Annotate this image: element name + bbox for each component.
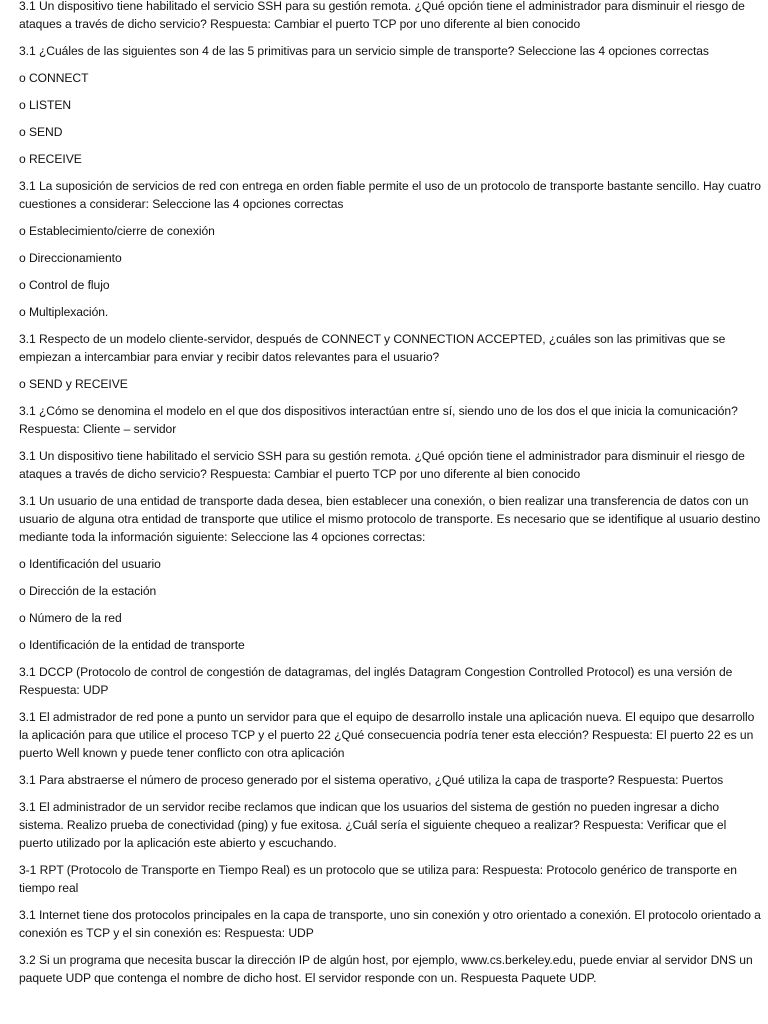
paragraph-ssh-question: 3.1 Un dispositivo tiene habilitado el servicio SSH para su gestión remota. ¿Qué opción tiene el administrador para disminuir el riesgo de ataques a través de dicho servicio? Respuesta: Cambiar el puerto TCP por uno diferente al bien conocido xyxy=(19,0,745,31)
option-station-address: o Dirección de la estación xyxy=(19,584,157,598)
option-network-number: o Número de la red xyxy=(19,611,122,625)
paragraph-reliable-delivery-question: 3.1 La suposición de servicios de red con entrega en orden fiable permite el uso de un protocolo de transporte bastante sencillo. Hay cuatro cuestiones a considerar: Seleccione las 4 opciones correctas xyxy=(19,179,761,211)
option-establishment: o Establecimiento/cierre de conexión xyxy=(19,224,215,238)
paragraph-transport-entity-question: 3.1 Un usuario de una entidad de transporte dada desea, bien establecer una conexión, o bien realizar una transferencia de datos con un usuario de alguna otra entidad de transporte que utilice el mismo protocolo de transporte. Es necesario que se identifique al usuario destino mediante toda la información siguiente: Seleccione las 4 opciones correctas: xyxy=(19,494,761,544)
option-addressing: o Direccionamiento xyxy=(19,251,122,265)
paragraph-port-22-question: 3.1 El admistrador de red pone a punto un servidor para que el equipo de desarrollo instale una aplicación nueva. El equipo que desarrollo la aplicación para que utilice el proceso TCP y el puerto 22 ¿Qué consecuencia podría tener esta elección? Respuesta: El puerto 22 es un puerto Well known y puede tener conflicto con otra aplicación xyxy=(19,710,755,760)
paragraph-client-server-primitives-question: 3.1 Respecto de un modelo cliente-servidor, después de CONNECT y CONNECTION ACCEPTED, ¿cuáles son las primitivas que se empiezan a intercambiar para enviar y recibir datos relevantes para el usuario? xyxy=(19,332,726,364)
option-listen: o LISTEN xyxy=(19,98,72,112)
option-multiplexing: o Multiplexación. xyxy=(19,305,109,319)
paragraph-dns-udp-question: 3.2 Si un programa que necesita buscar la dirección IP de algún host, por ejemplo, www.cs.berkeley.edu, puede enviar al servidor DNS un paquete UDP que contenga el nombre de dicho host. El servidor responde con un. Respuesta Paquete UDP. xyxy=(19,953,753,985)
paragraph-ports-question: 3.1 Para abstraerse el número de proceso generado por el sistema operativo, ¿Qué utiliza la capa de trasporte? Respuesta: Puertos xyxy=(19,773,724,787)
option-flow-control: o Control de flujo xyxy=(19,278,110,292)
paragraph-primitives-question: 3.1 ¿Cuáles de las siguientes son 4 de las 5 primitivas para un servicio simple de transporte? Seleccione las 4 opciones correctas xyxy=(19,44,709,58)
paragraph-rpt-question: 3-1 RPT (Protocolo de Transporte en Tiempo Real) es un protocolo que se utiliza para: Respuesta: Protocolo genérico de transporte en tiempo real xyxy=(19,863,737,895)
paragraph-ssh-question-repeat: 3.1 Un dispositivo tiene habilitado el servicio SSH para su gestión remota. ¿Qué opción tiene el administrador para disminuir el riesgo de ataques a través de dicho servicio? Respuesta: Cambiar el puerto TCP por uno diferente al bien conocido xyxy=(19,449,745,481)
option-receive: o RECEIVE xyxy=(19,152,82,166)
option-user-identification: o Identificación del usuario xyxy=(19,557,161,571)
paragraph-server-claims-question: 3.1 El administrador de un servidor recibe reclamos que indican que los usuarios del sistema de gestión no pueden ingresar a dicho sistema. Realizo prueba de conectividad (ping) y fue exitosa. ¿Cuál sería el siguiente chequeo a realizar? Respuesta: Verificar que el puerto utilizado por la aplicación este abierto y escuchando. xyxy=(19,800,727,850)
option-send-receive: o SEND y RECEIVE xyxy=(19,377,128,391)
option-transport-entity-identification: o Identificación de la entidad de transporte xyxy=(19,638,245,652)
paragraph-internet-protocols-question: 3.1 Internet tiene dos protocolos principales en la capa de transporte, uno sin conexión y otro orientado a conexión. El protocolo orientado a conexión es TCP y el sin conexión es: Respuesta: UDP xyxy=(19,908,761,940)
option-connect: o CONNECT xyxy=(19,71,89,85)
paragraph-dccp-question: 3.1 DCCP (Protocolo de control de congestión de datagramas, del inglés Datagram Congestion Controlled Protocol) es una versión de Respuesta: UDP xyxy=(19,665,733,697)
paragraph-model-question: 3.1 ¿Cómo se denomina el modelo en el que dos dispositivos interactúan entre sí, siendo uno de los dos el que inicia la comunicación? Respuesta: Cliente – servidor xyxy=(19,404,738,436)
option-send: o SEND xyxy=(19,125,63,139)
